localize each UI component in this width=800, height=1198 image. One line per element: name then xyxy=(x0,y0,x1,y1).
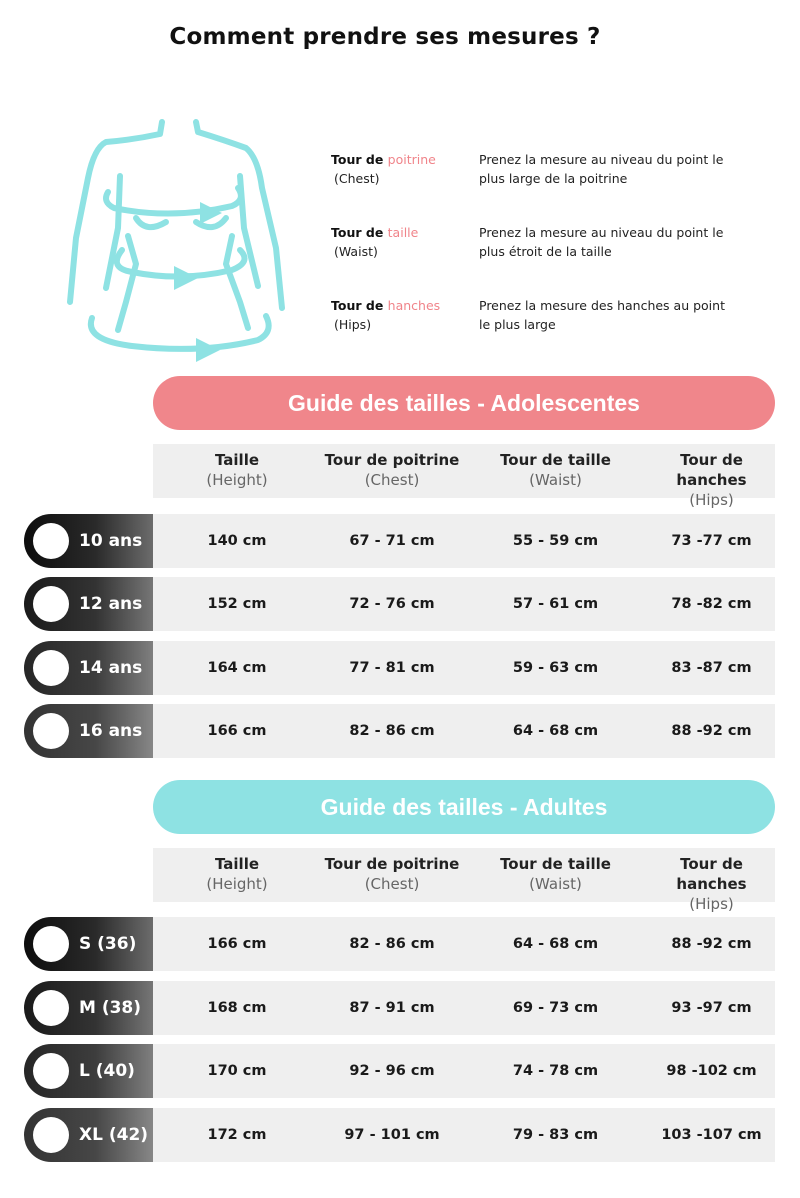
measure-description-chest: Prenez la mesure au niveau du point le plus large de la poitrine xyxy=(479,152,724,186)
cell-chest: 87 - 91 cm xyxy=(349,1000,435,1016)
cell-hips: 73 -77 cm xyxy=(671,533,752,549)
measure-label-prefix: Tour de xyxy=(331,298,388,313)
size-label: 14 ans xyxy=(79,658,143,678)
column-subtitle: (Hips) xyxy=(689,491,734,509)
size-badge xyxy=(24,1044,154,1098)
size-label: XL (42) xyxy=(79,1125,149,1145)
column-subtitle: (Height) xyxy=(206,875,268,893)
size-dot xyxy=(33,1053,69,1089)
cell-chest: 92 - 96 cm xyxy=(349,1063,435,1079)
column-header-chest xyxy=(321,444,463,498)
size-dot xyxy=(33,650,69,686)
cell-height: 140 cm xyxy=(207,533,267,549)
measure-label-prefix: Tour de xyxy=(331,152,388,167)
cell-hips: 88 -92 cm xyxy=(671,936,752,952)
cell-waist: 79 - 83 cm xyxy=(512,1127,599,1143)
measure-label-accent: poitrine xyxy=(387,152,436,167)
teens-table-header xyxy=(153,444,775,509)
column-title: Taille xyxy=(214,855,260,873)
cell-height: 152 cm xyxy=(207,596,267,612)
cell-hips: 78 -82 cm xyxy=(671,596,752,612)
size-label: 10 ans xyxy=(79,531,143,551)
column-header-hips xyxy=(648,444,775,509)
table-row xyxy=(153,704,775,758)
size-badge xyxy=(24,514,154,568)
size-dot xyxy=(33,523,69,559)
table-row xyxy=(153,1044,775,1098)
column-title: Tour de taille xyxy=(500,451,611,469)
cell-hips: 83 -87 cm xyxy=(671,660,752,676)
table-row xyxy=(153,641,775,695)
column-title: Taille xyxy=(214,451,260,469)
measure-label-chest xyxy=(331,150,436,188)
column-title: Tour de hanches xyxy=(676,855,747,893)
column-subtitle: (Waist) xyxy=(529,875,582,893)
cell-chest: 82 - 86 cm xyxy=(349,723,435,739)
size-badge xyxy=(24,704,154,758)
cell-height: 164 cm xyxy=(207,660,267,676)
cell-chest: 82 - 86 cm xyxy=(349,936,435,952)
table-row xyxy=(153,917,775,971)
size-dot xyxy=(33,586,69,622)
size-badge xyxy=(24,1108,154,1162)
table-row xyxy=(153,981,775,1035)
measure-label-accent: hanches xyxy=(387,298,441,313)
size-dot xyxy=(33,1117,69,1153)
measure-label-prefix: Tour de xyxy=(331,225,388,240)
measure-description-hips: Prenez la mesure des hanches au point le plus large xyxy=(479,298,725,332)
column-title: Tour de poitrine xyxy=(324,451,460,469)
column-header-waist xyxy=(463,848,648,902)
cell-waist: 59 - 63 cm xyxy=(512,660,599,676)
cell-hips: 88 -92 cm xyxy=(671,723,752,739)
size-label: 16 ans xyxy=(79,721,143,741)
body-measurement-illustration xyxy=(62,118,294,368)
adults-guide-banner: Guide des tailles - Adultes xyxy=(153,780,775,834)
column-subtitle: (Hips) xyxy=(689,895,734,913)
size-badge xyxy=(24,981,154,1035)
cell-height: 168 cm xyxy=(207,1000,267,1016)
table-row xyxy=(153,1108,775,1162)
column-subtitle: (Chest) xyxy=(364,875,420,893)
table-row xyxy=(153,514,775,568)
size-label: 12 ans xyxy=(79,594,143,614)
cell-chest: 97 - 101 cm xyxy=(344,1127,440,1143)
measure-english: (Hips) xyxy=(334,317,372,332)
cell-chest: 72 - 76 cm xyxy=(349,596,435,612)
column-header-chest xyxy=(321,848,463,902)
size-badge xyxy=(24,577,154,631)
cell-waist: 64 - 68 cm xyxy=(512,936,599,952)
cell-hips: 98 -102 cm xyxy=(666,1063,757,1079)
page-title: Comment prendre ses mesures ? xyxy=(169,24,601,50)
column-header-waist xyxy=(463,444,648,498)
column-header-height xyxy=(153,848,321,902)
size-dot xyxy=(33,713,69,749)
cell-hips: 103 -107 cm xyxy=(661,1127,762,1143)
cell-height: 170 cm xyxy=(207,1063,267,1079)
cell-height: 166 cm xyxy=(207,723,267,739)
cell-waist: 74 - 78 cm xyxy=(512,1063,599,1079)
measure-label-accent: taille xyxy=(387,225,419,240)
cell-chest: 77 - 81 cm xyxy=(349,660,435,676)
measure-label-hips xyxy=(331,296,440,334)
measure-english: (Chest) xyxy=(334,171,380,186)
size-label: L (40) xyxy=(79,1061,135,1081)
column-subtitle: (Chest) xyxy=(364,471,420,489)
column-title: Tour de taille xyxy=(500,855,611,873)
cell-waist: 57 - 61 cm xyxy=(512,596,599,612)
column-subtitle: (Height) xyxy=(206,471,268,489)
column-header-height xyxy=(153,444,321,498)
measure-description-waist: Prenez la mesure au niveau du point le plus étroit de la taille xyxy=(479,225,724,259)
column-header-hips xyxy=(648,848,775,913)
cell-waist: 55 - 59 cm xyxy=(512,533,599,549)
size-dot xyxy=(33,926,69,962)
measure-english: (Waist) xyxy=(334,244,378,259)
table-row xyxy=(153,577,775,631)
cell-hips: 93 -97 cm xyxy=(671,1000,752,1016)
size-label: M (38) xyxy=(79,998,142,1018)
column-subtitle: (Waist) xyxy=(529,471,582,489)
measure-label-waist xyxy=(331,223,418,261)
size-label: S (36) xyxy=(79,934,137,954)
column-title: Tour de poitrine xyxy=(324,855,460,873)
cell-height: 166 cm xyxy=(207,936,267,952)
column-title: Tour de hanches xyxy=(676,451,747,489)
cell-height: 172 cm xyxy=(207,1127,267,1143)
size-dot xyxy=(33,990,69,1026)
size-badge xyxy=(24,917,154,971)
adults-table-header xyxy=(153,848,775,913)
teens-guide-banner: Guide des tailles - Adolescentes xyxy=(153,376,775,430)
cell-chest: 67 - 71 cm xyxy=(349,533,435,549)
cell-waist: 64 - 68 cm xyxy=(512,723,599,739)
size-badge xyxy=(24,641,154,695)
cell-waist: 69 - 73 cm xyxy=(512,1000,599,1016)
